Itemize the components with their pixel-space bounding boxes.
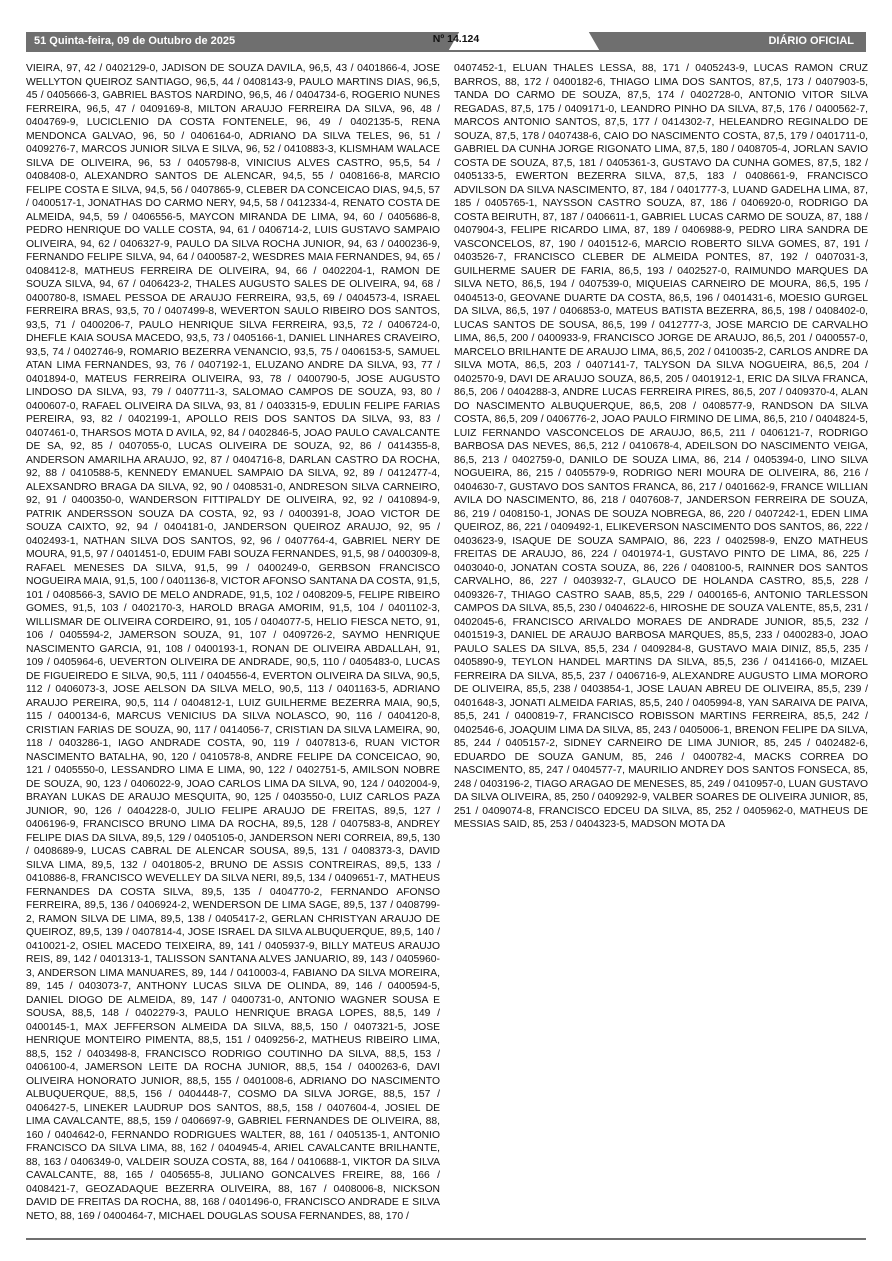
column-right: 0407452-1, ELUAN THALES LESSA, 88, 171 / 0405243-9, LUCAS RAMON CRUZ BARROS, 88, 172 / 0400182-6, THIAGO LIMA DOS SANTOS, 87,5, 173 / 0407903-5, TANDA DO CARMO DE SOUZA, 87,5, 174 / 0402728-0, ANTONIO VITOR SILVA REGADAS, 87,5, 175 / 0409171-0, LEANDRO PINHO DA SILVA, 87,5, 176 / 0400562-7, MARCOS ANTONIO SANTOS, 87,5, 177 / 0414302-7, HELEANDRO REGINALDO DE SOUZA, 87,5, 178 / 0407438-6, CAIO DO NASCIMENTO COSTA, 87,5, 179 / 0401711-0, GABRIEL DA CUNHA JORGE RIGONATO LIMA, 87,5, 180 / 0408705-4, JORLAN SAVIO COSTA DE SOUZA, 87,5, 181 / 0405361-3, GUSTAVO DA CUNHA GOMES, 87,5, 182 / 0405133-5, EWERTON BEZERRA SILVA, 87,5, 183 / 0408661-9, FRANCISCO ADVILSON DA SILVA NASCIMENTO, 87, 184 / 0401777-3, LUAND GADELHA LIMA, 87, 185 / 0405765-1, NAYSSON CASTRO SOUZA, 87, 186 / 0406920-0, RODRIGO DA COSTA BEIRUTH, 87, 187 / 0406611-1, GABRIEL LUCAS CARMO DE SOUZA, 87, 188 / 0407904-3, FELIPE RICARDO LIMA, 87, 189 / 0406988-9, PEDRO LIRA SANDRA DE VASCONCELOS, 87, 190 / 0401512-6, MARCIO ROBERTO SILVA GOMES, 87, 191 / 0403526-7, FRANCISCO CLEBER DE ALMEIDA PONTES, 87, 192 / 0407031-3, GUILHERME SAUER DE FARIA, 86,5, 193 / 0402527-0, RAIMUNDO MARQUES DA SILVA NETO, 86,5, 194 / 0407539-0, MIQUEIAS CARNEIRO DE MOURA, 86,5, 195 / 0404513-0, GEOVANE DUARTE DA COSTA, 86,5, 196 / 0401431-6, MOESIO GURGEL DA SILVA, 86,5, 197 / 0406853-0, MATEUS BATISTA BEZERRA, 86,5, 198 / 0408402-0, LUCAS SANTOS DE SOUSA, 86,5, 199 / 0412777-3, JOSE MARCIO DE CARVALHO LIMA, 86,5, 200 / 0400933-9, FRANCISCO JORGE DE ARAUJO, 86,5, 201 / 0400557-0, MARCELO BRILHANTE DE ARAUJO LIMA, 86,5, 202 / 0410035-2, CARLOS ANDRE DA SILVA MOTA, 86,5, 203 / 0407141-7, TALYSON DA SILVA NOGUEIRA, 86,5, 204 / 0402570-9, DAVI DE ARAUJO SOUZA, 86,5, 205 / 0401912-1, ERIC DA SILVA FRANCA, 86,5, 206 / 0404288-3, ANDRE LUCAS FERREIRA PIRES, 86,5, 207 / 0409370-4, ALAN DO NASCIMENTO ALBUQUERQUE, 86,5, 208 / 0408577-9, RANDSON DA SILVA COSTA, 86,5, 209 / 0406776-2, JOAO PAULO FIRMINO DE LIMA, 86,5, 210 / 0404824-5, LUIZ FERNANDO VASCONCELOS DE ARAUJO, 86,5, 211 / 0406121-7, RODRIGO BARBOSA DAS NEVES, 86,5, 212 / 0410678-4, ADEILSON DO NASCIMENTO VEIGA, 86,5, 213 / 0402759-0, DANILO DE SOUZA LIMA, 86, 214 / 0405394-0, LINO SILVA NOGUEIRA, 86, 215 / 0405579-9, RODRIGO NERI MOURA DE OLIVEIRA, 86, 216 / 0404630-7, GUSTAVO DOS SANTOS FRANCA, 86, 217 / 0401662-9, FRANCE WILLIAN AVILA DO NASCIMENTO, 86, 218 / 0407608-7, JANDERSON FERREIRA DE SOUZA, 86, 219 / 0408150-1, JONAS DE SOUZA NOBREGA, 86, 220 / 0407242-1, EDEN LIMA QUEIROZ, 86, 221 / 0409492-1, ELIKEVERSON NASCIMENTO DOS SANTOS, 86, 222 / 0403623-9, ISAQUE DE SOUZA SAMPAIO, 86, 223 / 0402598-9, ENZO MATHEUS FREITAS DE ARAUJO, 86, 224 / 0401974-1, GUSTAVO PINTO DE LIMA, 86, 225 / 0403040-0, JONATAN COSTA SOUZA, 86, 226 / 0408100-5, RAINNER DOS SANTOS CARVALHO, 86, 227 / 0403932-7, GLAUCO DE HOLANDA CASTRO, 85,5, 228 / 0409326-7, THIAGO CASTRO SAAB, 85,5, 229 / 0400165-6, ANTONIO TARLESSON CAMPOS DA SILVA, 85,5, 230 / 0404622-6, HIROSHE DE SOUZA VALENTE, 85,5, 231 / 0402045-6, FRANCISCO ARIVALDO MORAES DE ANDRADE JUNIOR, 85,5, 232 / 0401519-3, DANIEL DE ARAUJO BARBOSA MARQUES, 85,5, 233 / 0400283-0, JOAO PAULO SALES DA SILVA, 85,5, 234 / 0409284-8, GUSTAVO MAIA DINIZ, 85,5, 235 / 0405890-9, TEYLON HANDEL MARTINS DA SILVA, 85,5, 236 / 0414166-0, MIZAEL FERREIRA DA SILVA, 85,5, 237 / 0406716-9, ALEXANDRE AUGUSTO LIMA MORORO DE OLIVEIRA, 85,5, 238 / 0403854-1, JOSE LAUAN ABREU DE OLIVEIRA, 85,5, 239 / 0401648-3, JONATI ALMEIDA FARIAS, 85,5, 240 / 0405994-8, YAN SARAIVA DE PAIVA, 85,5, 241 / 0400819-7, FRANCISCO ROBISSON MARTINS FERREIRA, 85,5, 242 / 0402546-6, JOAQUIM LIMA DA SILVA, 85, 243 / 0405006-1, BRENON FELIPE DA SILVA, 85, 244 / 0405157-2, SIDNEY CARNEIRO DE LIMA JUNIOR, 85, 245 / 0402482-6, EDUARDO DE SOUZA GANUM, 85, 246 / 0400782-4, MACKS CORREA DO NASCIMENTO, 85, 247 / 0404577-7, MAURILIO ANDREY DOS SANTOS FONSECA, 85, 248 / 0403196-2, TIAGO ARAGAO DE MENESES, 85, 249 / 0410957-0, LUAN GUSTAVO DA SILVA OLIVEIRA, 85, 250 / 0409292-9, VALBER SOARES DE OLIVEIRA JUNIOR, 85, 251 / 0409074-8, FRANCISCO EDCEU DA SILVA, 85, 252 / 0405962-0, MATHEUS DE MESSIAS SAID, 85, 253 / 0404323-5, MADSON MOTA DA xyxy=(454,63,868,830)
footer-rule xyxy=(26,1238,866,1240)
page-date: 51 Quinta-feira, 09 de Outubro de 2025 xyxy=(26,32,436,50)
page-header xyxy=(26,32,866,50)
publication-title: DIÁRIO OFICIAL xyxy=(611,32,866,50)
column-left: VIEIRA, 97, 42 / 0402129-0, JADISON DE SOUZA DAVILA, 96,5, 43 / 0401866-4, JOSE WELLYTON QUEIROZ SANTIAGO, 96,5, 44 / 0408143-9, PAULO MARTINS DIAS, 96,5, 45 / 0405666-3, GABRIEL BASTOS NARDINO, 96,5, 46 / 0404734-6, ROGERIO NUNES FERREIRA, 96,5, 47 / 0409169-8, MILTON ARAUJO FERREIRA DA SILVA, 96, 48 / 0404769-9, LUCICLENIO DA COSTA FONTENELE, 96, 49 / 0402135-5, RENA MENDONCA GALVAO, 96, 50 / 0406164-0, ADRIANO DA SILVA TELES, 96, 51 / 0409276-7, MARCOS JUNIOR SILVA E SILVA, 96, 52 / 0410883-3, KLISMHAM WALACE SILVA DE OLIVEIRA, 96, 53 / 0405798-8, VINICIUS ALVES CASTRO, 95,5, 54 / 0408408-0, ALEXANDRO SANTOS DE ALENCAR, 94,5, 55 / 0408166-8, MARCIO FELIPE COSTA E SILVA, 94,5, 56 / 0407865-9, CLEBER DA CONCEICAO DIAS, 94,5, 57 / 0400517-1, JONATHAS DO CARMO NERY, 94,5, 58 / 0412334-4, RENATO COSTA DE ALMEIDA, 94,5, 59 / 0406556-5, MAYCON MIRANDA DE LIMA, 94, 60 / 0405686-8, PEDRO HENRIQUE DO VALLE COSTA, 94, 61 / 0406714-2, LUIS GUSTAVO SAMPAIO OLIVEIRA, 94, 62 / 0406327-9, PAULO DA SILVA ROCHA JUNIOR, 94, 63 / 0400236-9, FERNANDO FELIPE SILVA, 94, 64 / 0400587-2, WESDRES MAIA FERNANDES, 94, 65 / 0408412-8, MATHEUS FERREIRA DE OLIVEIRA, 94, 66 / 0402204-1, RAMON DE SOUZA SILVA, 94, 67 / 0406423-2, THALES AUGUSTO SALES DE OLIVEIRA, 94, 68 / 0400780-8, ISMAEL PESSOA DE ARAUJO FERREIRA, 93,5, 69 / 0404573-4, ISRAEL FERREIRA BRAS, 93,5, 70 / 0407499-8, WEVERTON SAULO RIBEIRO DOS SANTOS, 93,5, 71 / 0400206-7, PAULO HENRIQUE SILVA FERREIRA, 93,5, 72 / 0406724-0, DHEFLE KAIA SOUSA MACEDO, 93,5, 73 / 0405166-1, DANIEL LINHARES CRAVEIRO, 93,5, 74 / 0402746-9, ROMARIO BEZERRA VENANCIO, 93,5, 75 / 0406153-5, SAMUEL ATAN LIMA FERNANDES, 93, 76 / 0407192-1, ELUZANO ANDRE DA SILVA, 93, 77 / 0401894-0, MATEUS FERREIRA OLIVEIRA, 93, 78 / 0400790-5, JOSE AUGUSTO LINDOSO DA SILVA, 93, 79 / 0407711-3, SALOMAO CAMPOS DE SOUZA, 93, 80 / 0400607-0, RAFAEL OLIVEIRA DA SILVA, 93, 81 / 0403315-9, EDULIN FELIPE FARIAS PEREIRA, 93, 82 / 0402199-1, APOLLO REIS DOS SANTOS DA SILVA, 93, 83 / 0407461-0, THARSOS MOTA D AVILA, 92, 84 / 0402846-5, JOAO PAULO CAVALCANTE DE SA, 92, 85 / 0407055-0, LUCAS OLIVEIRA DE SOUZA, 92, 86 / 0414355-8, ANDERSON AMARILHA ARAUJO, 92, 87 / 0404716-8, DARLAN CASTRO DA ROCHA, 92, 88 / 0410588-5, KENNEDY EMANUEL SAMPAIO DA SILVA, 92, 89 / 0412477-4, ALEXSANDRO BRAGA DA SILVA, 92, 90 / 0408531-0, ANDRESON SILVA CARNEIRO, 92, 91 / 0400350-0, WANDERSON FITTIPALDY DE OLIVEIRA, 92, 92 / 0410894-9, PATRIK ANDERSSON SOUZA DA COSTA, 92, 93 / 0400391-8, JOAO VICTOR DE SOUZA CAIXTO, 92, 94 / 0404181-0, JANDERSON QUEIROZ ARAUJO, 92, 95 / 0402493-1, NATHAN SILVA DOS SANTOS, 92, 96 / 0407764-4, GABRIEL NERY DE MOURA, 91,5, 97 / 0401451-0, EDUIM FABI SOUZA FERNANDES, 91,5, 98 / 0400309-8, RAFAEL MENESES DA SILVA, 91,5, 99 / 0400249-0, GERBSON FRANCISCO NOGUEIRA MAIA, 91,5, 100 / 0401136-8, VICTOR AFONSO SANTANA DA COSTA, 91,5, 101 / 0408566-3, SAVIO DE MELO ANDRADE, 91,5, 102 / 0408209-5, FELIPE RIBEIRO GOMES, 91,5, 103 / 0402170-3, HAROLD BRAGA AMORIM, 91,5, 104 / 0401102-3, WILLISMAR DE OLIVEIRA CORDEIRO, 91, 105 / 0404077-5, HELIO FIESCA NETO, 91, 106 / 0405594-2, JAMERSON SOUZA, 91, 107 / 0409726-2, SAYMO HENRIQUE NASCIMENTO GARCIA, 91, 108 / 0400193-1, RONAN DE OLIVEIRA ABDALLAH, 91, 109 / 0405964-6, UEVERTON OLIVEIRA DE ANDRADE, 90,5, 110 / 0405483-0, LUCAS DE FIGUEIREDO E SILVA, 90,5, 111 / 0404556-4, EVERTON OLIVEIRA DA SILVA, 90,5, 112 / 0406073-3, JOSE AELSON DA SILVA MELO, 90,5, 113 / 0401163-5, ADRIANO ARAUJO PEREIRA, 90,5, 114 / 0404812-1, LUIZ GUILHERME BEZERRA MAIA, 90,5, 115 / 0400134-6, MARCUS VENICIUS DA SILVA NOLASCO, 90, 116 / 0404120-8, CRISTIAN FARIAS DE SOUZA, 90, 117 / 0414056-7, CRISTIAN DA SILVA LAMEIRA, 90, 118 / 0403286-1, IAGO ANDRADE COSTA, 90, 119 / 0407813-6, RUAN VICTOR NASCIMENTO BATALHA, 90, 120 / 0410578-8, ANDRE FELIPE DA CONCEICAO, 90, 121 / 0405550-0, LESSANDRO LIMA E LIMA, 90, 122 / 0402751-5, AMILSON NOBRE DE SOUZA, 90, 123 / 0406022-9, JOAO CARLOS LIMA DA SILVA, 90, 124 / 0402004-9, BRAYAN LUKAS DE ARAUJO MESQUITA, 90, 125 / 0403550-0, LUIZ CARLOS PAZA JUNIOR, 90, 126 / 0404228-0, JULIO FELIPE ARAUJO DE FREITAS, 89,5, 127 / 0406196-9, FRANCISCO BRUNO LIMA DA ROCHA, 89,5, 128 / 0407583-8, ANDREY FELIPE DIAS DA SILVA, 89,5, 129 / 0405105-0, JANDERSON NERI CORREIA, 89,5, 130 / 0408689-9, LUCAS CABRAL DE ALENCAR SOUSA, 89,5, 131 / 0408373-3, DAVID SILVA LIMA, 89,5, 132 / 0401805-2, BRUNO DE ASSIS CONTREIRAS, 89,5, 133 / 0410886-8, FRANCISCO WEVELLEY DA SILVA NERI, 89,5, 134 / 0409651-7, MATHEUS FERNANDES DA COSTA SILVA, 89,5, 135 / 0404770-2, FERNANDO AFONSO FERREIRA, 89,5, 136 / 0406924-2, WENDERSON DE LIMA SAGE, 89,5, 137 / 0408799-2, RAMON SILVA DE LIMA, 89,5, 138 / 0405417-2, GERLAN CHRISTYAN ARAUJO DE QUEIROZ, 89,5, 139 / 0407814-4, JOSE ISRAEL DA SILVA ALBUQUERQUE, 89,5, 140 / 0410021-2, OSIEL MACEDO TEIXEIRA, 89, 141 / 0405937-9, BILLY MATEUS ARAUJO REIS, 89, 142 / 0401313-1, TALISSON SANTANA ALVES JANUARIO, 89, 143 / 0405960-3, ANDERSON LIMA MANUARES, 89, 144 / 0410003-4, FABIANO DA SILVA MOREIRA, 89, 145 / 0403073-7, ANTHONY LUCAS SILVA DE OLINDA, 89, 146 / 0400594-5, DANIEL DIOGO DE ALMEIDA, 89, 147 / 0400731-0, ANTONIO WAGNER SOUSA E SOUSA, 88,5, 148 / 0402279-3, PAULO HENRIQUE BRAGA LOPES, 88,5, 149 / 0400145-1, MAX JEFFERSON ALMEIDA DA SILVA, 88,5, 150 / 0407321-5, JOSE HENRIQUE MONTEIRO PIMENTA, 88,5, 151 / 0409256-2, MATHEUS RIBEIRO LIMA, 88,5, 152 / 0403498-8, FRANCISCO RODRIGO COUTINHO DA SILVA, 88,5, 153 / 0406100-4, JAMERSON LEITE DA ROCHA JUNIOR, 88,5, 154 / 0400263-6, DAVI OLIVEIRA HONORATO JUNIOR, 88,5, 155 / 0401008-6, ADRIANO DO NASCIMENTO ALBUQUERQUE, 88,5, 156 / 0404448-7, COSMO DA SILVA JORGE, 88,5, 157 / 0406427-5, LINEKER LAUDRUP DOS SANTOS, 88,5, 158 / 0407604-4, JOSIEL DE LIMA CAVALCANTE, 88,5, 159 / 0406697-9, GABRIEL FERNANDES DE OLIVEIRA, 88, 160 / 0404642-0, FERNANDO RODRIGUES WALTER, 88, 161 / 0405135-1, ANTONIO FRANCISCO DA SILVA LIMA, 88, 162 / 0404945-4, ARIEL CAVALCANTE BRILHANTE, 88, 163 / 0406349-0, VALDEIR SOUZA COSTA, 88, 164 / 0410688-1, VIKTOR DA SILVA CAVALCANTE, 88, 165 / 0405655-8, JULIANO GONCALVES FREIRE, 88, 166 / 0408421-7, GEOZADAQUE BEZERRA OLIVEIRA, 88, 167 / 0408006-8, NICKSON DAVID DE FREITAS DA ROCHA, 88, 168 / 0401496-0, FRANCISCO ANDRADE E SILVA NETO, 88, 169 / 0400464-7, MICHAEL DOUGLAS SOUSA FERNANDES, 88, 170 / xyxy=(26,63,440,1222)
issue-number: Nº 14.124 xyxy=(432,33,480,45)
header-rule xyxy=(26,50,866,52)
